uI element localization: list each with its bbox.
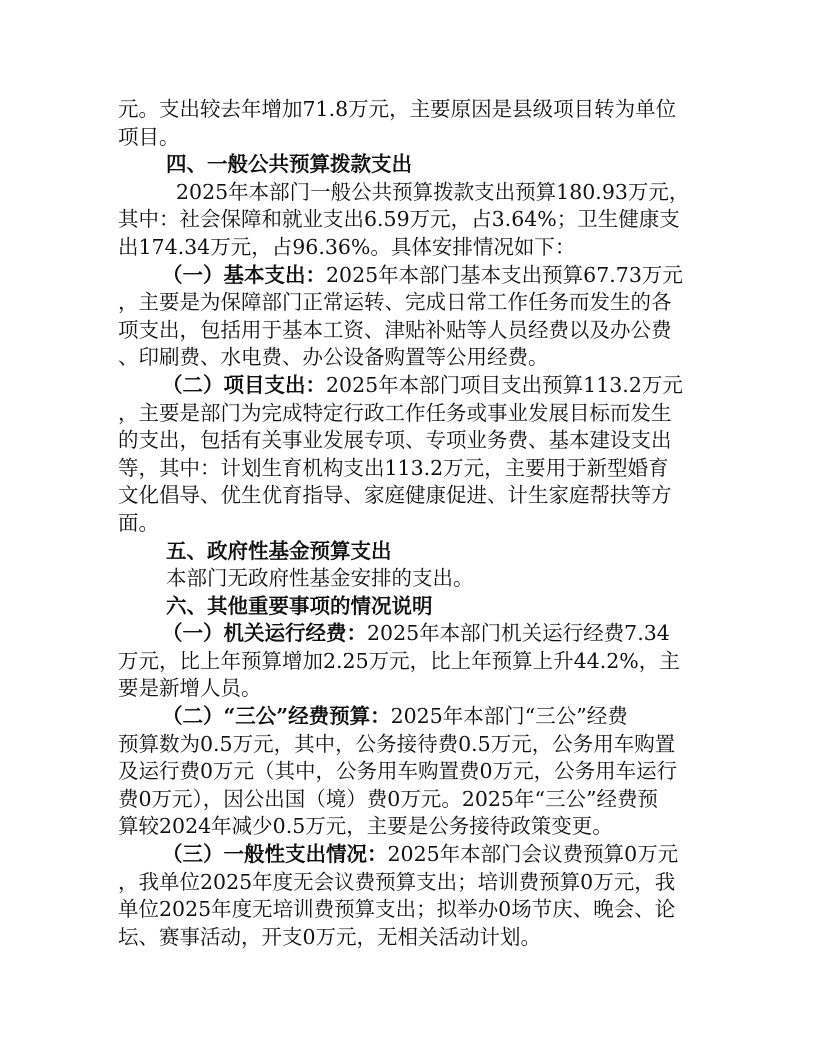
subsection-heading-general-expenditure: （三）一般性支出情况： bbox=[162, 842, 388, 867]
paragraph-text: 2025年本部门会议费预算0万元 bbox=[387, 842, 679, 867]
paragraph-line: 本部门无政府性基金安排的支出。 bbox=[166, 566, 474, 591]
section-heading-5: 五、政府性基金预算支出 bbox=[166, 538, 392, 563]
paragraph-line: 万元，比上年预算增加2.25万元，比上年预算上升44.2%，主 bbox=[118, 648, 680, 673]
paragraph-line: 要是新增人员。 bbox=[118, 676, 262, 701]
subsection-heading-three-public-budget: （二）“三公”经费预算： bbox=[162, 704, 391, 729]
paragraph-line: 单位2025年度无培训费预算支出；拟举办0场节庆、晚会、论 bbox=[118, 897, 676, 922]
paragraph-line: 出174.34万元，占96.36%。具体安排情况如下： bbox=[118, 234, 576, 259]
paragraph-line: 项目。 bbox=[118, 124, 180, 149]
paragraph-text: 2025年本部门基本支出预算67.73万元 bbox=[326, 262, 683, 287]
paragraph-line: 预算数为0.5万元，其中，公务接待费0.5万元，公务用车购置 bbox=[118, 731, 676, 756]
subsection-heading-operating-costs: （一）机关运行经费： bbox=[162, 621, 367, 646]
paragraph-line: 元。支出较去年增加71.8万元，主要原因是县级项目转为单位 bbox=[118, 97, 677, 121]
paragraph-line: 文化倡导、优生优育指导、家庭健康促进、计生家庭帮扶等方 bbox=[118, 483, 672, 508]
section-heading-4: 四、一般公共预算拨款支出 bbox=[166, 152, 412, 177]
paragraph-line: 算较2024年减少0.5万元，主要是公务接待政策变更。 bbox=[118, 814, 613, 839]
paragraph-line: 及运行费0万元（其中，公务用车购置费0万元，公务用车运行 bbox=[118, 759, 678, 784]
paragraph-line: 其中：社会保障和就业支出6.59万元，占3.64%；卫生健康支 bbox=[118, 207, 680, 232]
paragraph-line: 面。 bbox=[118, 510, 159, 535]
section-heading-6: 六、其他重要事项的情况说明 bbox=[166, 593, 433, 618]
paragraph-line: 费0万元），因公出国（境）费0万元。2025年“三公”经费预 bbox=[118, 786, 658, 811]
document-page bbox=[118, 96, 702, 951]
subsection-heading-project-expenditure: （二）项目支出： bbox=[162, 372, 326, 397]
paragraph-text: 2025年本部门项目支出预算113.2万元 bbox=[326, 372, 683, 397]
paragraph-text: 2025年本部门机关运行经费7.34 bbox=[367, 621, 670, 646]
paragraph-line: ，主要是部门为完成特定行政工作任务或事业发展目标而发生 bbox=[118, 400, 672, 425]
paragraph-line: 项支出，包括用于基本工资、津贴补贴等人员经费以及办公费 bbox=[118, 317, 672, 342]
paragraph-line bbox=[118, 620, 702, 648]
paragraph-line: 、印刷费、水电费、办公设备购置等公用经费。 bbox=[118, 345, 549, 370]
paragraph-line: 坛、赛事活动，开支0万元，无相关活动计划。 bbox=[118, 924, 542, 949]
paragraph-line: 的支出，包括有关事业发展专项、专项业务费、基本建设支出 bbox=[118, 428, 672, 453]
paragraph-line: ，我单位2025年度无会议费预算支出；培训费预算0万元，我 bbox=[118, 869, 676, 894]
paragraph-line: 2025年本部门一般公共预算拨款支出预算180.93万元， bbox=[176, 179, 690, 204]
subsection-heading-basic-expenditure: （一）基本支出： bbox=[162, 262, 326, 287]
paragraph-line bbox=[118, 841, 702, 869]
paragraph-line bbox=[118, 703, 702, 731]
paragraph-line bbox=[118, 372, 702, 400]
paragraph-line: ，主要是为保障部门正常运转、完成日常工作任务而发生的各 bbox=[118, 290, 672, 315]
paragraph-line: 等，其中：计划生育机构支出113.2万元，主要用于新型婚育 bbox=[118, 455, 669, 480]
paragraph-text: 2025年本部门“三公”经费 bbox=[390, 704, 628, 729]
paragraph-line bbox=[118, 262, 702, 290]
